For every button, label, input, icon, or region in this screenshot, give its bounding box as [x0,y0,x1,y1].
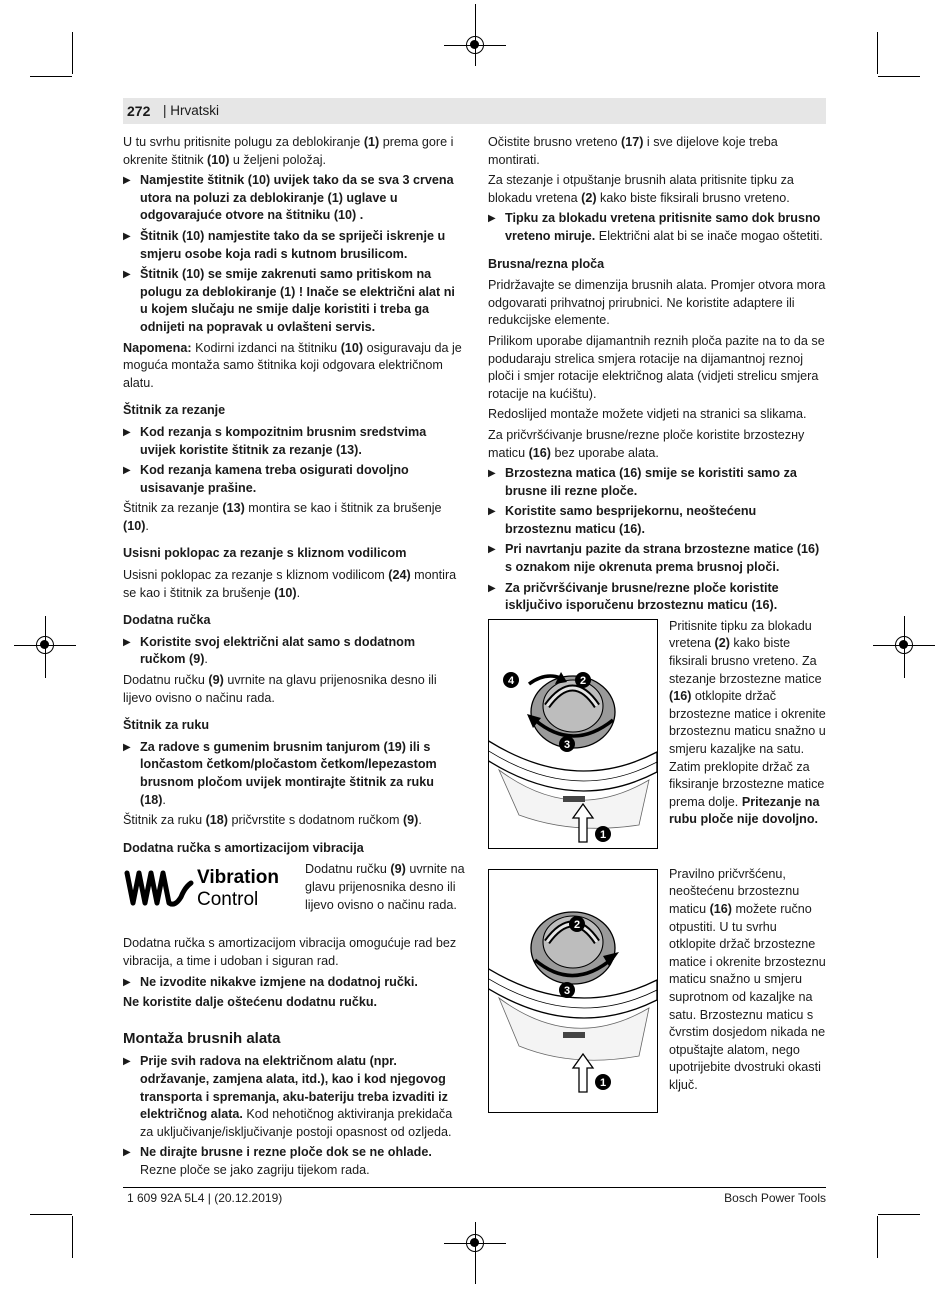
registration-line [475,1222,476,1284]
quick-nut-tighten-illustration [489,620,657,848]
svg-text:1: 1 [599,1076,607,1089]
paragraph: Dodatnu ručku (9) uvrnite na glavu prijenosnika desno ili lijevo ovisno o načinu rada. [123,673,437,705]
document-id: 1 609 92A 5L4 | (20.12.2019) [127,1191,283,1205]
section-heading: Dodatna ručka [123,613,211,628]
bullet-item: ▶ Koristite svoj električni alat samo s dodatnom ručkom (9). [123,634,463,669]
paragraph: Štitnik za ruku (18) pričvrstite s dodatnom ručkom (9). [123,813,422,828]
registration-line [475,4,476,66]
registration-mark-icon [466,1234,484,1252]
svg-text:2: 2 [579,674,587,687]
crop-mark [30,1214,72,1215]
svg-text:Vibration: Vibration [197,867,279,889]
paragraph: Pridržavajte se dimenzija brusnih alata. Promjer otvora mora odgovarati prihvatnoj prirubnici. Ne koristite adaptere ili redukcijske elemente. [488,278,826,328]
bullet-item: ▶ Tipku za blokadu vretena pritisnite samo dok brusno vreteno miruje. Električni alat bi se inače mogao oštetiti. [488,210,826,245]
bullet-item: ▶ Pri navrtanju pazite da strana brzostezne matice (16) s oznakom nije okrenuta prema brusnoj ploči. [488,541,826,576]
bullet-item: ▶ Namjestite štitnik (10) uvijek tako da se sva 3 crvena utora na poluzi za deblokiranje (1) uglave u odgovarajuće otvore na štitniku (10) . [123,172,463,225]
svg-text:1: 1 [599,828,607,841]
bullet-item: ▶ Štitnik (10) namjestite tako da se spriječi iskrenje u smjeru osobe koja radi s kutnom brusilicom. [123,228,463,263]
bullet-item: ▶ Prije svih radova na električnom alatu (npr. održavanje, zamjena alata, itd.), kao i kod njegovog transporta i spremanja, aku-bateriju treba izvaditi iz električnog alata. Kod nehotičnog aktiviranja prekidača za uključivanje/isključivanje postoji opasnost od ozljeda. [123,1053,463,1141]
warning-paragraph: Ne koristite dalje oštećenu dodatnu ručku. [123,995,378,1010]
bullet-item: ▶ Ne dirajte brusne i rezne ploče dok se ne ohlade. Rezne ploče se jako zagriju tijekom rada. [123,1144,463,1179]
left-column [123,134,463,1183]
paragraph: Za stezanje i otpuštanje brusnih alata pritisnite tipku za blokadu vretena (2) kako biste fiksirali brusno vreteno. [488,173,794,205]
paragraph: Dodatna ručka s amortizacijom vibracija omogućuje rad bez vibracija, a time i udoban i siguran rad. [123,936,457,968]
bullet-item: ▶ Kod rezanja s kompozitnim brusnim sredstvima uvijek koristite štitnik za rezanje (13). [123,424,463,459]
crop-mark [72,32,73,74]
figure-row [488,866,826,1106]
figure-caption: Pritisnite tipku za blokadu vretena (2) kako biste fiksirali brusno vreteno. Za stezanje brzostezne matice (16) otklopite držač brzostezne matice i okrenite brzosteznu maticu snažno u smjeru kazaljke na satu. Zatim preklopite držač za fiksiranje brzostezne matice prema dolje. Pritezanje na rubu ploče nije dovoljno. [669,618,826,827]
bullet-item: ▶ Za pričvršćivanje brusne/rezne ploče koristite isključivo isporučenu brzosteznu maticu (16). [488,580,826,615]
bullet-item: ▶ Za radove s gumenim brusnim tanjurom (19) ili s lončastom četkom/pločastom četkom/lepezastom brusnom pločom uvijek montirajte štitnik za ruku (18). [123,739,463,809]
registration-mark-icon [36,636,54,654]
figure-row [488,618,826,866]
paragraph: Štitnik za rezanje (13) montira se kao i štitnik za brušenje (10). [123,501,442,533]
paragraph: Redoslijed montaže možete vidjeti na stranici sa slikama. [488,407,807,422]
bullet-item: ▶ Ne izvodite nikakve izmjene na dodatnoj ručki. [123,974,463,992]
note-paragraph: Napomena: Kodirni izdanci na štitniku (10) osiguravaju da je moguća montaža samo štitnika koji odgovara električnom alatu. [123,340,462,390]
registration-mark-icon [895,636,913,654]
crop-mark [877,32,878,74]
vibration-control-block [123,861,463,929]
page-number: 272 [127,103,151,119]
crop-mark [878,76,920,77]
figure-loosen [488,869,658,1113]
paragraph: Dodatnu ručku (9) uvrnite na glavu prijenosnika desno ili lijevo ovisno o načinu rada. [305,862,465,912]
crop-mark [72,1216,73,1258]
bullet-item: ▶ Štitnik (10) se smije zakrenuti samo pritiskom na polugu za deblokiranje (1) ! Inače se električni alat ni u kojem slučaju ne smije dalje koristiti i treba ga odnijeti na popravak u ovlašteni servis. [123,266,463,336]
page-header [123,98,826,124]
section-heading: Štitnik za ruku [123,718,210,733]
svg-text:3: 3 [563,738,571,751]
paragraph: Prilikom uporabe dijamantnih reznih ploča pazite na to da se podudaraju strelica smjera rotacije na dijamantnoj reznoj ploči i smjer rotacije električnog alata (vidjeti strelicu smjera rotacije na kućištu). [488,333,825,401]
footer-brand: Bosch Power Tools [724,1191,826,1205]
section-heading: Usisni poklopac za rezanje s kliznom vodilicom [123,546,407,561]
paragraph: Za pričvršćivanje brusne/rezne ploče koristite brzostezну maticu (16) bez uporabe alata. [488,427,805,460]
bullet-item: ▶ Koristite samo besprijekornu, neoštećenu brzosteznu maticu (16). [488,503,826,538]
svg-text:4: 4 [507,674,515,687]
svg-text:3: 3 [563,984,571,997]
registration-mark-icon [466,36,484,54]
section-heading: Dodatna ručka s amortizacijom vibracija [123,840,364,855]
bullet-item: ▶ Kod rezanja kamena treba osigurati dovoljno usisavanje prašine. [123,462,463,497]
figure-caption: Pravilno pričvršćenu, neoštećenu brzosteznu maticu (16) možete ručno otpustiti. U tu svrhu otklopite držač brzostezne matice i okrenite brzosteznu maticu snažno u smjeru suprotnom od kazaljke na satu. Brzosteznu maticu s čvrstim dosjedom nikada ne otpuštajte alatom, nego upotrijebite dvostruki okasti ključ. [669,866,826,1092]
paragraph: U tu svrhu pritisnite polugu za deblokiranje (1) prema gore i okrenite štitnik (10) u željeni položaj. [123,135,454,167]
crop-mark [30,76,72,77]
svg-text:Control: Control [197,889,259,911]
vibration-control-logo-icon [123,863,295,911]
paragraph: Očistite brusno vreteno (17) i sve dijelove koje treba montirati. [488,135,778,167]
bullet-item: ▶ Brzostezna matica (16) smije se koristiti samo za brusne ili rezne ploče. [488,465,826,500]
page-language: | Hrvatski [163,103,220,118]
paragraph: Usisni poklopac za rezanje s kliznom vodilicom (24) montira se kao i štitnik za brušenje (10). [123,568,457,600]
right-column [488,134,826,1106]
figure-tighten [488,619,658,849]
crop-mark [878,1214,920,1215]
svg-text:2: 2 [573,918,581,931]
footer-rule [123,1187,826,1188]
section-heading: Montaža brusnih alata [123,1029,281,1047]
crop-mark [877,1216,878,1258]
quick-nut-loosen-illustration [489,870,657,1112]
section-heading: Brusna/rezna ploča [488,256,605,271]
section-heading: Štitnik za rezanje [123,403,226,418]
